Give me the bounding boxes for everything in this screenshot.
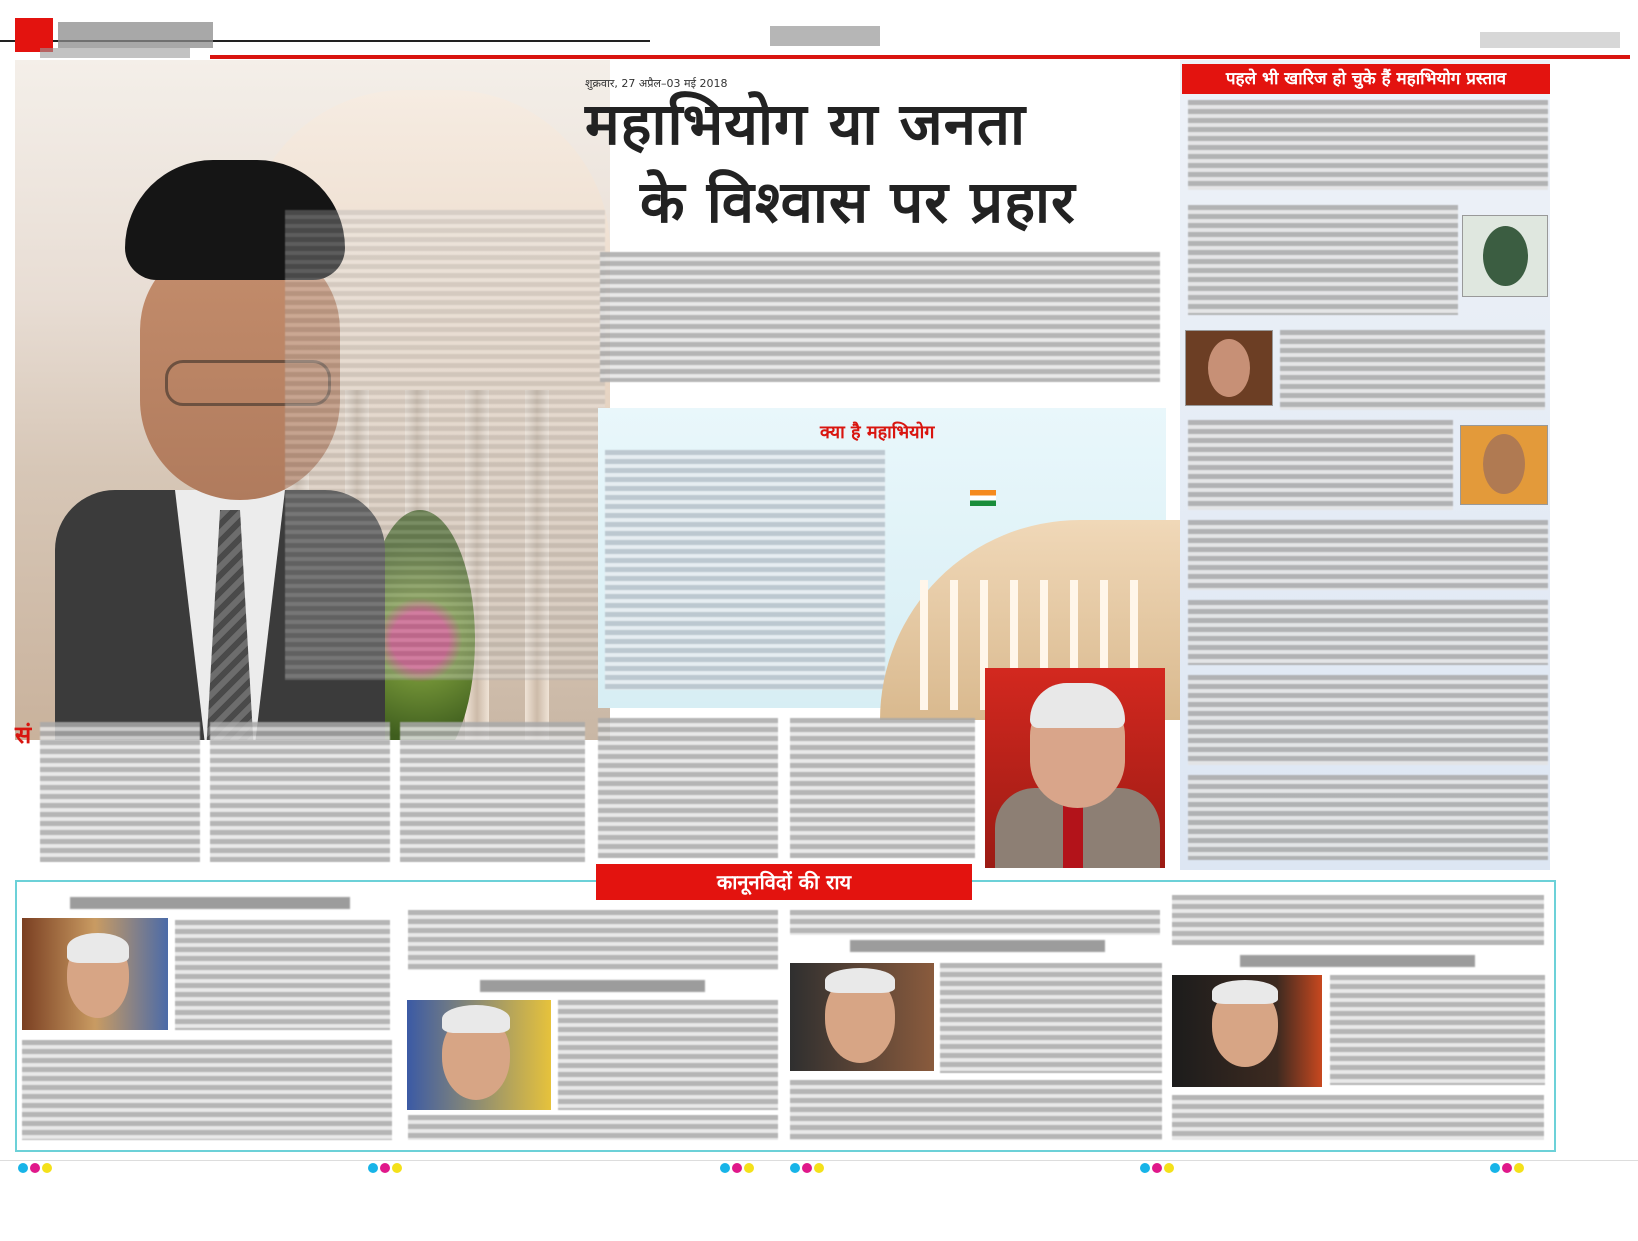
expert-quote-text xyxy=(22,1040,392,1140)
registration-mark xyxy=(814,1163,824,1173)
sidebar-item-text xyxy=(1188,675,1548,765)
expert-quote-heading xyxy=(480,980,705,992)
expert-quote-text xyxy=(408,910,778,970)
page-section-label xyxy=(770,26,880,46)
registration-mark xyxy=(1164,1163,1174,1173)
registration-mark xyxy=(30,1163,40,1173)
registration-mark xyxy=(42,1163,52,1173)
registration-mark xyxy=(802,1163,812,1173)
expert-photo xyxy=(22,918,168,1030)
expert-photo xyxy=(790,963,934,1071)
what-is-impeachment-title: क्या है महाभियोग xyxy=(820,422,935,443)
article-drop-cap: सं xyxy=(15,721,32,749)
expert-quote-text xyxy=(408,1115,778,1140)
sidebar-item-text xyxy=(1188,600,1548,665)
registration-mark xyxy=(1514,1163,1524,1173)
expert-quote-text xyxy=(940,963,1162,1073)
sidebar-intro xyxy=(1188,100,1548,190)
article-column-4 xyxy=(598,718,778,858)
sidebar-title: पहले भी खारिज हो चुके हैं महाभियोग प्रस्ताव xyxy=(1182,64,1550,94)
registration-mark xyxy=(732,1163,742,1173)
bottom-rule xyxy=(0,1160,1638,1161)
expert-quote-text xyxy=(1172,1095,1544,1140)
registration-mark xyxy=(1490,1163,1500,1173)
dateline: शुक्रवार, 27 अप्रैल–03 मई 2018 xyxy=(585,77,728,90)
sidebar-item-text xyxy=(1188,520,1548,590)
expert-quote-text xyxy=(1172,895,1544,945)
expert-quote-heading xyxy=(1240,955,1475,967)
registration-mark xyxy=(392,1163,402,1173)
masthead-logo xyxy=(58,22,213,48)
sidebar-item-text xyxy=(1188,775,1548,860)
what-is-impeachment-text xyxy=(605,450,885,690)
headline-line-1: महाभियोग या जनता xyxy=(585,90,1026,158)
registration-mark xyxy=(744,1163,754,1173)
expert-quote-heading xyxy=(70,897,350,909)
expert-photo xyxy=(407,1000,551,1110)
registration-mark xyxy=(1152,1163,1162,1173)
hero-overlay-text xyxy=(285,210,605,680)
judge-photo xyxy=(1460,425,1548,505)
registration-mark xyxy=(720,1163,730,1173)
expert-quote-text xyxy=(1330,975,1545,1085)
politician-photo xyxy=(985,668,1165,868)
article-column-5 xyxy=(790,718,975,858)
judge-photo xyxy=(1185,330,1273,406)
intro-paragraph xyxy=(600,252,1160,382)
registration-mark xyxy=(1140,1163,1150,1173)
registration-mark xyxy=(790,1163,800,1173)
registration-mark xyxy=(1502,1163,1512,1173)
expert-quote-text xyxy=(790,1080,1162,1140)
section-marker xyxy=(15,18,53,52)
sidebar-item-text xyxy=(1188,420,1453,510)
expert-quote-heading xyxy=(850,940,1105,952)
header-red-rule xyxy=(210,55,1630,59)
legal-experts-title: कानूनविदों की राय xyxy=(596,864,972,900)
sidebar-item-text xyxy=(1280,330,1545,410)
article-column-2 xyxy=(210,722,390,862)
masthead-subtitle xyxy=(40,48,190,58)
hero-photo xyxy=(15,60,610,740)
judge-photo xyxy=(1462,215,1548,297)
expert-quote-text xyxy=(558,1000,778,1110)
article-column-1 xyxy=(40,722,200,862)
registration-mark xyxy=(368,1163,378,1173)
sidebar-item-text xyxy=(1188,205,1458,315)
registration-mark xyxy=(18,1163,28,1173)
expert-photo xyxy=(1172,975,1322,1087)
registration-mark xyxy=(380,1163,390,1173)
headline-line-2: के विश्वास पर प्रहार xyxy=(640,168,1076,236)
flag-icon xyxy=(970,490,996,506)
expert-quote-text xyxy=(790,910,1160,935)
article-column-3 xyxy=(400,722,585,862)
page-folio xyxy=(1480,32,1620,48)
expert-quote-text xyxy=(175,920,390,1030)
